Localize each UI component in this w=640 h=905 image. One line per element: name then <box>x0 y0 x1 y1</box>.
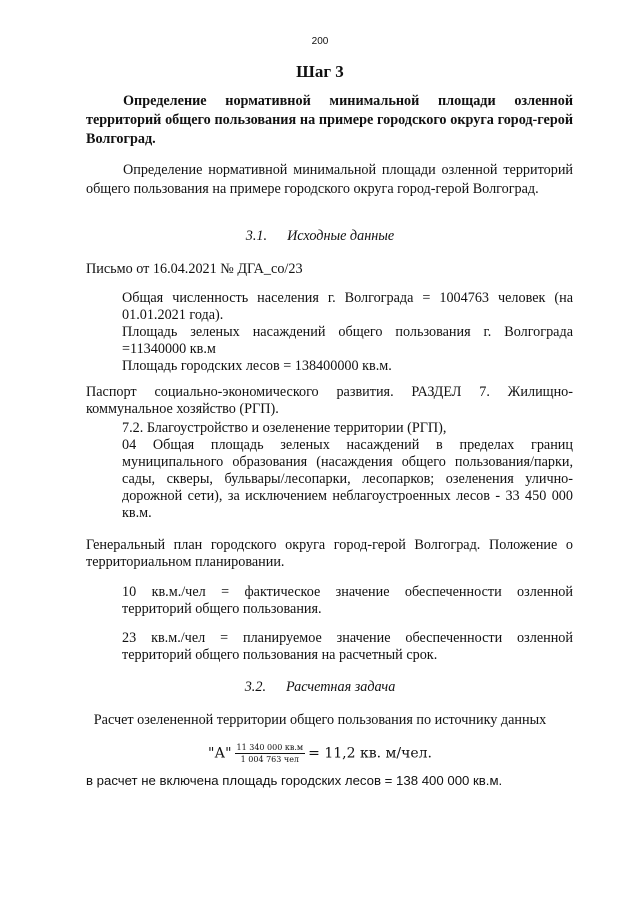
section-heading-2 <box>0 679 640 696</box>
formula-fraction <box>235 743 306 764</box>
formula-numerator: 11 340 000 кв.м <box>236 743 304 752</box>
formula-label: "А" <box>208 745 232 762</box>
letter-item-green-area: Площадь зеленых насаждений общего пользования г. Волгограда =11340000 кв.м <box>122 324 573 357</box>
note-forests: в расчет не включена площадь городских лесов = 138 400 000 кв.м. <box>86 773 503 788</box>
page-number: 200 <box>311 36 329 47</box>
passport-item: 04 Общая площадь зеленых насаждений в пределах границ муниципального образования (насаждения общего пользования/парки, сады, скверы, бульвары/лесопарки, лесопарков; озеленения улично-дорожной сети), за исключением неблагоустроенных лесов - 33 450 000 кв.м. <box>122 437 573 521</box>
letter-item-population: Общая численность населения г. Волгограда = 1004763 человек (на 01.01.2021 года). <box>122 290 573 323</box>
plan-item-planned: 23 кв.м./чел = планируемое значение обеспеченности озленной территорий общего пользования на расчетный срок. <box>122 630 573 663</box>
calc-intro: Расчет озелененной территории общего пользования по источнику данных <box>93 712 547 728</box>
intro-paragraph: Определение нормативной минимальной площади озленной территорий общего пользования на примере городского округа город-герой Волгоград. <box>86 162 573 197</box>
step-title: Шаг 3 <box>296 62 344 81</box>
bold-heading: Определение нормативной минимальной площади озленной территорий общего пользования на примере городского округа город-герой Волгоград. <box>86 93 573 147</box>
section-number-2: 3.2. <box>244 679 266 695</box>
section-title-2: Расчетная задача <box>285 679 396 695</box>
plan-item-actual: 10 кв.м./чел = фактическое значение обеспеченности озленной территорий общего пользования. <box>122 584 573 617</box>
passport-paragraph: Паспорт социально-экономического развития. РАЗДЕЛ 7. Жилищно-коммунальное хозяйство (РГП). <box>86 384 573 417</box>
general-plan-paragraph: Генеральный план городского округа город-герой Волгоград. Положение о территориальном планировании. <box>86 537 573 570</box>
section-heading-1 <box>0 228 640 245</box>
letter-item-forest-area: Площадь городских лесов = 138400000 кв.м. <box>122 358 392 374</box>
formula-result: = 11,2 кв. м/чел. <box>308 745 432 762</box>
passport-subsection: 7.2. Благоустройство и озеленение территории (РГП), <box>122 420 447 436</box>
section-number-1: 3.1. <box>245 228 268 244</box>
passport-items <box>122 420 573 522</box>
letter-reference: Письмо от 16.04.2021 № ДГА_со/23 <box>86 261 303 277</box>
section-title-1: Исходные данные <box>287 228 395 244</box>
formula <box>0 743 640 764</box>
formula-denominator: 1 004 763 чел <box>240 755 300 764</box>
letter-items <box>122 290 573 375</box>
